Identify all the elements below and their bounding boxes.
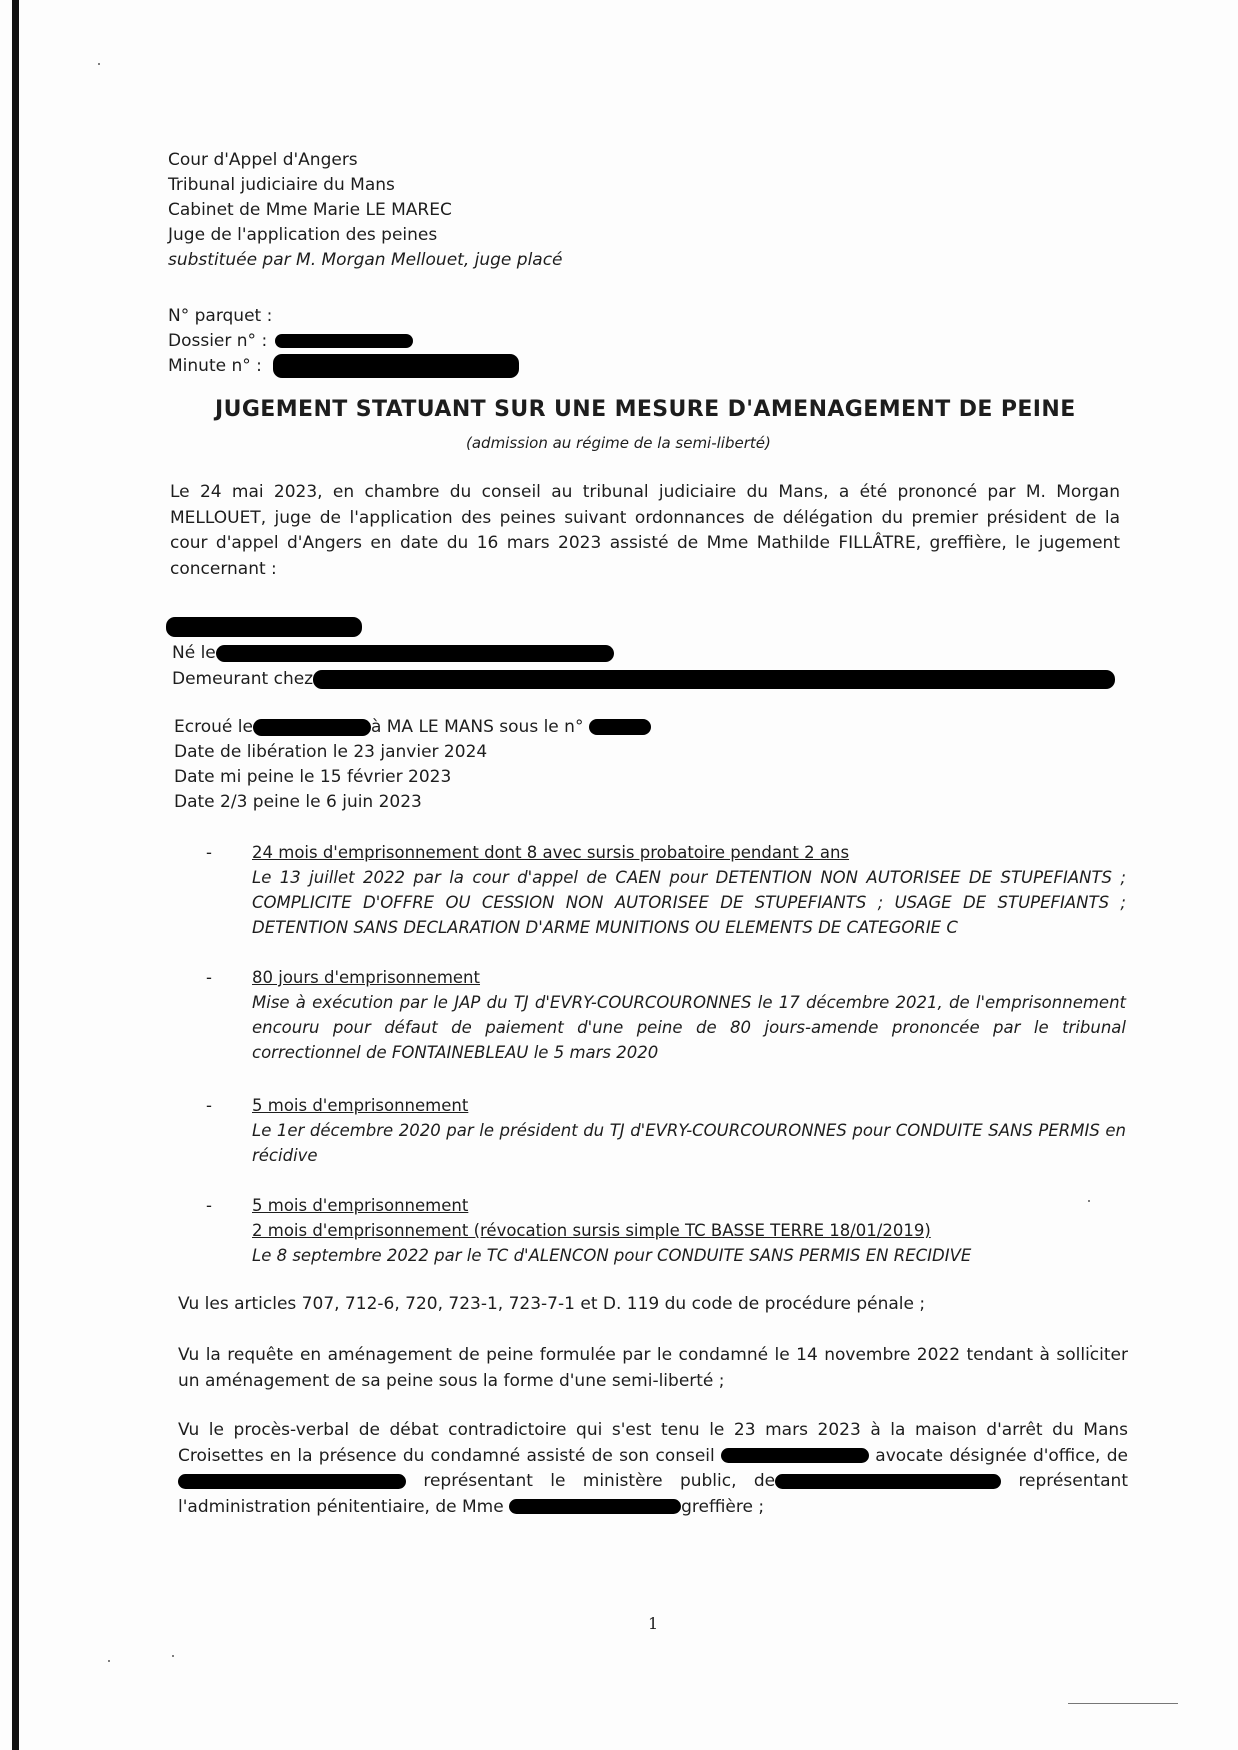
sentence-detail: Le 13 juillet 2022 par la cour d'appel de CAEN pour DETENTION NON AUTORISEE DE STUPEFIANTS ; COMPLICITE D'OFFRE OU CESSION NON AUTORISEE DE STUPEFIANTS ; USAGE DE STUPEFIANTS ; DETENTION SANS DECLARATION D'ARME MUNITIONS OU ELEMENTS DE CATEGORIE C <box>252 868 1126 937</box>
page-number: 1 <box>648 1614 659 1633</box>
deux-tiers-date: Date 2/3 peine le 6 juin 2023 <box>174 792 422 812</box>
minute-row <box>168 354 519 379</box>
pv-paragraph <box>178 1418 1128 1520</box>
minute-label: Minute n° : <box>168 356 262 376</box>
list-dash: - <box>206 1196 212 1215</box>
intro-paragraph: Le 24 mai 2023, en chambre du conseil au tribunal judiciaire du Mans, a été prononcé par M. Morgan MELLOUET, juge de l'application des peines suivant ordonnances de délégation du premier président de la cour d'appel d'Angers en date du 16 mars 2023 assisté de Mme Mathilde FILLÂTRE, greffière, le jugement concernant : <box>170 482 1120 579</box>
ecroue-label: Ecroué le <box>174 717 253 737</box>
articles-paragraph: Vu les articles 707, 712-6, 720, 723-1, 723-7-1 et D. 119 du code de procédure pénale ; <box>178 1294 926 1314</box>
redaction-bar <box>253 719 371 736</box>
list-dash: - <box>206 843 212 862</box>
sentence-heading: 5 mois d'emprisonnement <box>252 1196 469 1215</box>
ecroue-location: à MA LE MANS sous le n° <box>370 717 584 737</box>
born-label: Né le <box>172 643 216 663</box>
sentence-item <box>206 1093 1126 1168</box>
judgment-subtitle: (admission au régime de la semi-liberté) <box>466 434 771 452</box>
ecroue-row <box>174 715 651 740</box>
redaction-bar <box>275 334 413 348</box>
judgment-title: JUGEMENT STATUANT SUR UNE MESURE D'AMENAGEMENT DE PEINE <box>215 397 1076 422</box>
pv-text: représentant le ministère public, de <box>423 1471 776 1491</box>
dossier-row <box>168 329 519 354</box>
pv-text: de <box>1106 1445 1128 1466</box>
convicted-person-block <box>172 614 1115 692</box>
redaction-bar <box>589 719 651 735</box>
dossier-label: Dossier n° : <box>168 331 268 351</box>
liberation-date: Date de libération le 23 janvier 2024 <box>174 742 488 762</box>
redaction-bar <box>178 1474 406 1489</box>
sentence-item <box>206 965 1126 1065</box>
redaction-bar <box>721 1448 869 1463</box>
scan-edge-bar <box>12 0 19 1750</box>
scan-speck <box>98 63 100 65</box>
court-header <box>168 148 563 273</box>
pv-text: Vu le procès-verbal de débat contradictoire qui s'est tenu le 23 mars 2023 à la maison d'arrêt du Mans Croisettes en la présence du condamné assisté de son conseil <box>178 1420 1128 1466</box>
detention-block <box>174 715 651 815</box>
sentence-item <box>206 1193 1126 1268</box>
parquet-label: N° parquet : <box>168 306 273 326</box>
judge-substitute: substituée par M. Morgan Mellouet, juge placé <box>168 250 563 270</box>
redaction-bar <box>273 354 519 378</box>
scan-speck <box>172 1655 174 1657</box>
requete-paragraph: Vu la requête en aménagement de peine formulée par le condamné le 14 novembre 2022 tendant à solliciter un aménagement de sa peine sous la forme d'une semi-liberté ; <box>178 1345 1128 1391</box>
judge-function: Juge de l'application des peines <box>168 225 438 245</box>
residence-row <box>172 666 1115 692</box>
redaction-bar <box>509 1499 681 1514</box>
residence-label: Demeurant chez <box>172 669 314 689</box>
list-dash: - <box>206 1096 212 1115</box>
pv-text: l'administration pénitentiaire, de Mme <box>178 1496 504 1517</box>
scan-artifact-line <box>1068 1703 1178 1704</box>
sentence-heading: 80 jours d'emprisonnement <box>252 968 480 987</box>
scan-speck <box>108 1660 110 1662</box>
pv-text: représentant <box>1018 1471 1128 1491</box>
cabinet-name: Cabinet de Mme Marie LE MAREC <box>168 200 452 220</box>
sentence-heading: 5 mois d'emprisonnement <box>252 1096 469 1115</box>
case-references <box>168 304 519 379</box>
mi-peine-date: Date mi peine le 15 février 2023 <box>174 767 452 787</box>
redaction-bar <box>313 670 1115 689</box>
sentence-item <box>206 840 1126 940</box>
list-dash: - <box>206 968 212 987</box>
redaction-bar <box>775 1474 1001 1489</box>
sentence-detail: Mise à exécution par le JAP du TJ d'EVRY-COURCOURONNES le 17 décembre 2021, de l'emprisonnement encouru pour défaut de paiement d'une peine de 80 jours-amende prononcée par le tribunal correctionnel de FONTAINEBLEAU le 5 mars 2020 <box>252 993 1126 1062</box>
redaction-bar <box>216 645 614 662</box>
tribunal-name: Tribunal judiciaire du Mans <box>168 175 395 195</box>
sentence-detail: Le 1er décembre 2020 par le président du TJ d'EVRY-COURCOURONNES pour CONDUITE SANS PERMIS en récidive <box>252 1121 1126 1165</box>
sentence-heading-secondary: 2 mois d'emprisonnement (révocation sursis simple TC BASSE TERRE 18/01/2019) <box>252 1221 931 1240</box>
born-row <box>172 640 1115 666</box>
court-name: Cour d'Appel d'Angers <box>168 150 358 170</box>
redaction-bar <box>166 617 362 637</box>
pv-text: greffière ; <box>681 1496 765 1517</box>
sentence-detail: Le 8 septembre 2022 par le TC d'ALENCON pour CONDUITE SANS PERMIS EN RECIDIVE <box>252 1246 972 1265</box>
parquet-row <box>168 304 519 329</box>
person-name-row <box>172 614 1115 640</box>
sentence-heading: 24 mois d'emprisonnement dont 8 avec sursis probatoire pendant 2 ans <box>252 843 850 862</box>
pv-text: avocate désignée d'office, <box>875 1445 1101 1466</box>
